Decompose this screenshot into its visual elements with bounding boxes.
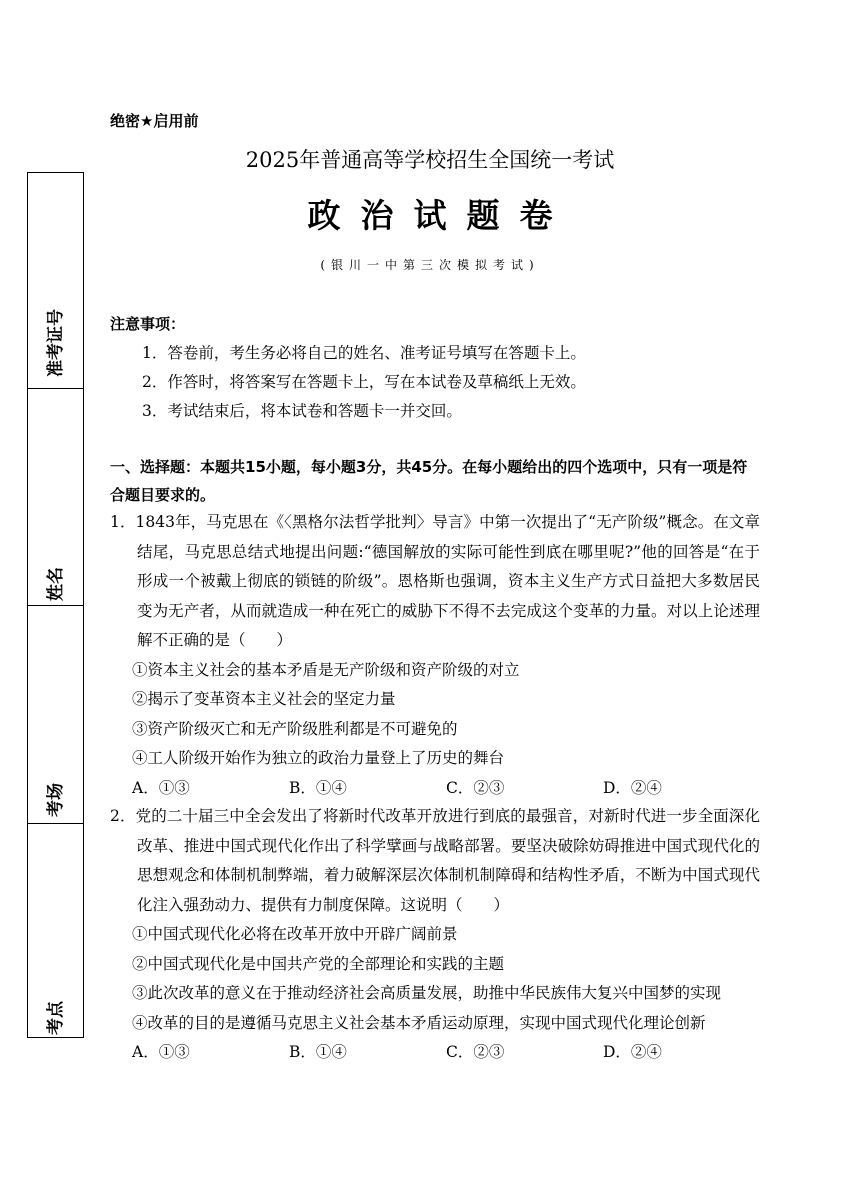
statement-option: ②揭示了变革资本主义社会的坚定力量 <box>132 690 396 708</box>
choice-a: A．①③ <box>132 778 190 797</box>
statement-option: ④改革的目的是遵循马克思主义社会基本矛盾运动原理，实现中国式现代化理论创新 <box>132 1013 706 1032</box>
binding-label-exam-number: 准考证号 <box>46 309 66 377</box>
question-stem: 1．1843年，马克思在《〈黑格尔法哲学批判〉导言》中第一次提出了“无产阶级”概念。在文章结尾，马克思总结式地提出问题:“德国解放的实际可能性到底在哪里呢?”他的回答是“在于形成一个被戴上彻底的锁链的阶级”。恩格斯也强调，资本主义生产方式日益把大多数居民变为无产者，从而就造成一种在死亡的威胁下不得不去完成这个变革的力量。对以上论述理解不正确的是（ ） <box>110 513 760 649</box>
statement-option: ①资本主义社会的基本矛盾是无产阶级和资产阶级的对立 <box>132 660 520 679</box>
answer-choices <box>110 774 760 804</box>
notice-item: 2．作答时，将答案写在答题卡上，写在本试卷及草稿纸上无效。 <box>142 373 586 391</box>
binding-strip <box>27 172 84 1038</box>
binding-divider <box>28 605 83 606</box>
paper-title: 政治试题卷 <box>307 196 573 235</box>
statement-option: ③资产阶级灭亡和无产阶级胜利都是不可避免的 <box>132 719 458 738</box>
exam-title: 2025年普通高等学校招生全国统一考试 <box>245 148 615 172</box>
question-stem: 2．党的二十届三中全会发出了将新时代改革开放进行到底的最强音，对新时代进一步全面深化改革、推进中国式现代化作出了科学擘画与战略部署。要坚决破除妨碍推进中国式现代化的思想观念和体制机制弊端，着力破解深层次体制机制障碍和结构性矛盾，不断为中国式现代化注入强劲动力、提供有力制度保障。这说明（ ） <box>110 807 760 914</box>
choice-d: D．②④ <box>603 778 662 797</box>
choice-c: C．②③ <box>446 1043 505 1061</box>
answer-choices <box>110 1038 760 1068</box>
question-1 <box>110 508 760 803</box>
statement-option: ①中国式现代化必将在改革开放中开辟广阔前景 <box>132 925 458 943</box>
choice-d: D．②④ <box>603 1043 662 1061</box>
statement-option: ②中国式现代化是中国共产党的全部理论和实践的主题 <box>132 954 505 973</box>
question-2 <box>110 802 760 1068</box>
notice-item: 1．答卷前，考生务必将自己的姓名、准考证号填写在答题卡上。 <box>142 344 586 362</box>
choice-b: B．①④ <box>289 778 347 797</box>
choice-c: C．②③ <box>446 778 505 797</box>
secret-mark: 绝密★启用前 <box>110 112 199 130</box>
binding-divider <box>28 823 83 824</box>
choice-b: B．①④ <box>289 1043 347 1061</box>
notice-heading: 注意事项： <box>110 315 186 333</box>
binding-label-name: 姓名 <box>46 567 66 601</box>
statement-option: ④工人阶级开始作为独立的政治力量登上了历史的舞台 <box>132 749 505 767</box>
binding-divider <box>28 388 83 389</box>
statement-option: ③此次改革的意义在于推动经济社会高质量发展，助推中华民族伟大复兴中国梦的实现 <box>132 984 722 1002</box>
notice-item: 3．考试结束后，将本试卷和答题卡一并交回。 <box>142 402 462 420</box>
choice-a: A．①③ <box>132 1043 190 1061</box>
section-heading: 一、选择题：本题共15小题，每小题3分，共45分。在每小题给出的四个选项中，只有一项是符合题目要求的。 <box>110 458 748 504</box>
exam-subtitle: (银川一中第三次模拟考试) <box>320 258 540 272</box>
binding-label-exam-room: 考场 <box>46 783 66 817</box>
binding-label-exam-site: 考点 <box>46 1001 66 1035</box>
